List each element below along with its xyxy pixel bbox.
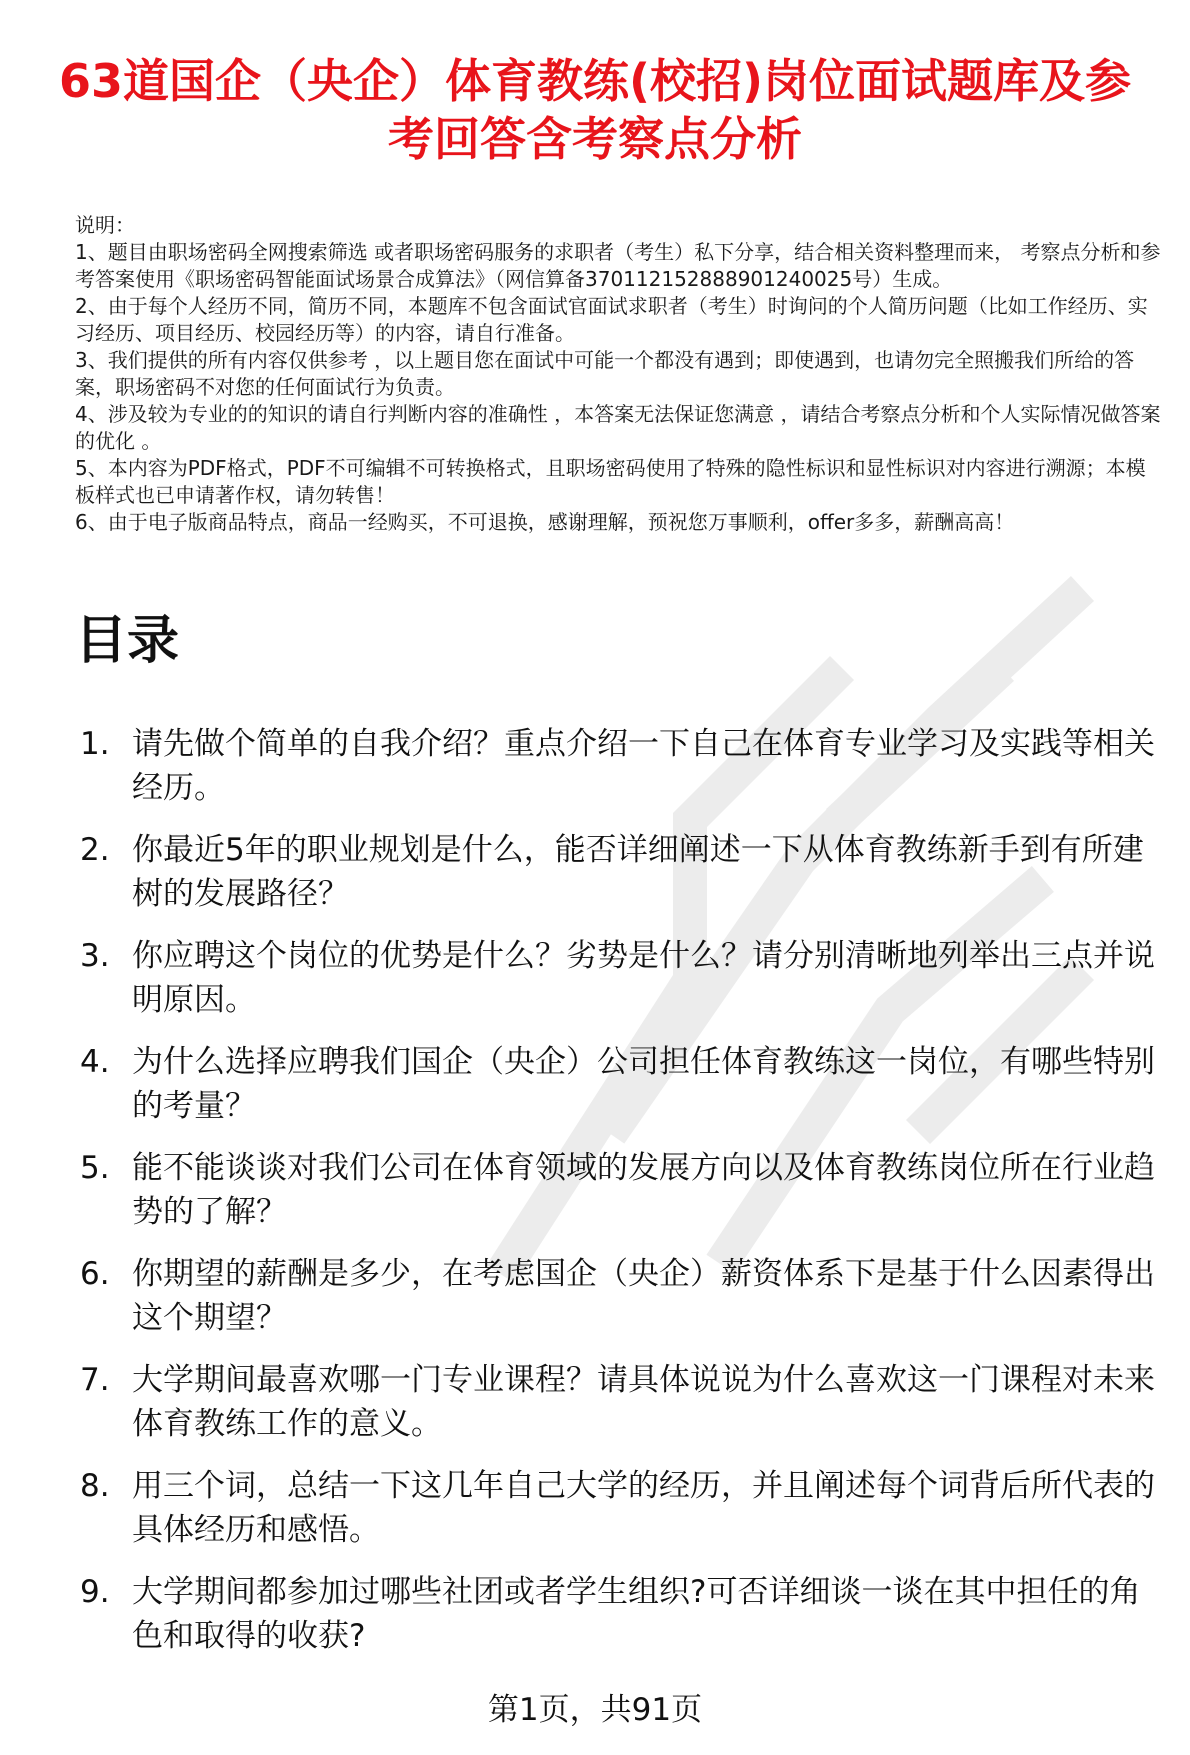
note-item: 1、题目由职场密码全网搜索筛选 或者职场密码服务的求职者（考生）私下分享，结合相关资料整理而来， 考察点分析和参考答案使用《职场密码智能面试场景合成算法》（网信算备370112152888901240025号）生成。 — [75, 240, 1161, 291]
toc-item-text: 大学期间最喜欢哪一门专业课程？请具体说说为什么喜欢这一门课程对未来体育教练工作的意义。 — [132, 1362, 1155, 1442]
toc-item[interactable] — [75, 828, 1170, 916]
notes-label: 说明： — [75, 213, 135, 237]
document-title: 63道国企（央企）体育教练(校招)岗位面试题库及参考回答含考察点分析 — [58, 54, 1132, 166]
toc-item-number: 7. — [80, 1362, 110, 1398]
toc-item-text: 你最近5年的职业规划是什么，能否详细阐述一下从体育教练新手到有所建树的发展路径？ — [132, 832, 1144, 912]
toc-item[interactable] — [75, 934, 1170, 1022]
toc-item-number: 9. — [80, 1574, 110, 1610]
toc-item-text: 请先做个简单的自我介绍？重点介绍一下自己在体育专业学习及实践等相关经历。 — [132, 726, 1155, 806]
page-number-footer: 第1页，共91页 — [487, 1692, 703, 1728]
toc-item-number: 1. — [80, 726, 110, 762]
toc-item-number: 5. — [80, 1150, 110, 1186]
toc-item-text: 你应聘这个岗位的优势是什么？劣势是什么？请分别清晰地列举出三点并说明原因。 — [132, 938, 1155, 1018]
toc-item-number: 8. — [80, 1468, 110, 1504]
toc-item[interactable] — [75, 722, 1170, 810]
toc-item-text: 能不能谈谈对我们公司在体育领域的发展方向以及体育教练岗位所在行业趋势的了解？ — [132, 1150, 1155, 1230]
toc-item[interactable] — [75, 1570, 1170, 1658]
toc-heading: 目录 — [75, 611, 180, 671]
note-item: 3、我们提供的所有内容仅供参考 ，以上题目您在面试中可能一个都没有遇到；即使遇到，也请勿完全照搬我们所给的答案，职场密码不对您的任何面试行为负责。 — [75, 348, 1135, 399]
note-item: 5、本内容为PDF格式，PDF不可编辑不可转换格式，且职场密码使用了特殊的隐性标识和显性标识对内容进行溯源；本模板样式也已申请著作权，请勿转售！ — [75, 456, 1146, 507]
toc-item-text: 你期望的薪酬是多少，在考虑国企（央企）薪资体系下是基于什么因素得出这个期望？ — [132, 1256, 1155, 1336]
toc-item[interactable] — [75, 1358, 1170, 1446]
toc-item-number: 3. — [80, 938, 110, 974]
toc-item-text: 为什么选择应聘我们国企（央企）公司担任体育教练这一岗位，有哪些特别的考量？ — [132, 1044, 1155, 1124]
toc-item-number: 6. — [80, 1256, 110, 1292]
toc-item[interactable] — [75, 1146, 1170, 1234]
note-item: 6、由于电子版商品特点，商品一经购买，不可退换，感谢理解，预祝您万事顺利，offer多多，薪酬高高！ — [75, 510, 1015, 534]
toc-item[interactable] — [75, 1252, 1170, 1340]
disclaimer-notes — [75, 212, 1165, 536]
toc-item[interactable] — [75, 1040, 1170, 1128]
toc-item[interactable] — [75, 1464, 1170, 1552]
toc-item-text: 用三个词，总结一下这几年自己大学的经历，并且阐述每个词背后所代表的具体经历和感悟。 — [132, 1468, 1155, 1548]
toc-item-number: 2. — [80, 832, 110, 868]
toc-item-text: 大学期间都参加过哪些社团或者学生组织?可否详细谈一谈在其中担任的角色和取得的收获? — [132, 1574, 1141, 1654]
toc-list — [75, 722, 1170, 1676]
toc-item-number: 4. — [80, 1044, 110, 1080]
note-item: 4、涉及较为专业的的知识的请自行判断内容的准确性 ，本答案无法保证您满意 ，请结合考察点分析和个人实际情况做答案的优化 。 — [75, 402, 1161, 453]
note-item: 2、由于每个人经历不同，简历不同，本题库不包含面试官面试求职者（考生）时询问的个人简历问题（比如工作经历、实习经历、项目经历、校园经历等）的内容，请自行准备。 — [75, 294, 1148, 345]
